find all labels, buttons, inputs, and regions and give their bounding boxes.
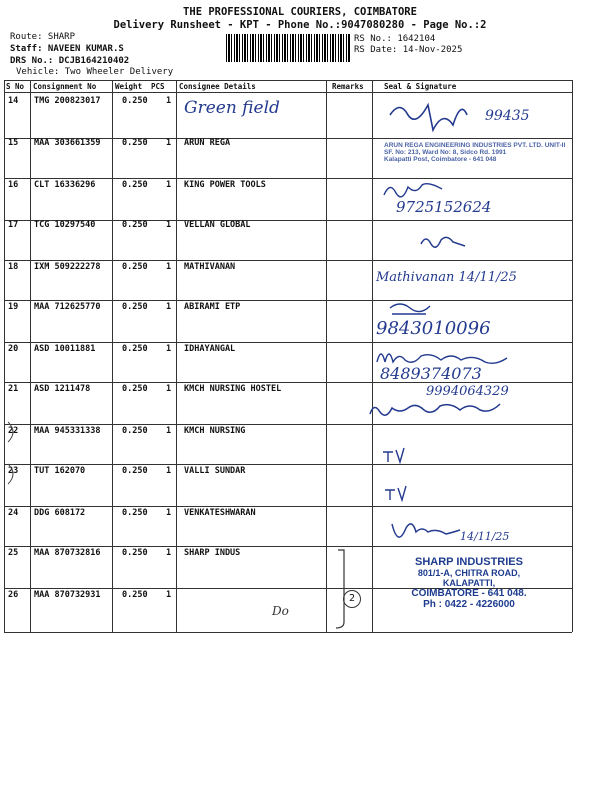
row-consignment: TCG 10297540 bbox=[34, 220, 96, 230]
bracket-mark bbox=[330, 548, 354, 630]
row-consignee: KMCH NURSING HOSTEL bbox=[184, 384, 282, 394]
row-weight: 0.250 bbox=[122, 466, 148, 476]
row-weight: 0.250 bbox=[122, 302, 148, 312]
row-pcs: 1 bbox=[166, 220, 172, 230]
row-sno: 24 bbox=[8, 508, 19, 518]
handwritten-phone-row19: 9843010096 bbox=[376, 318, 491, 339]
row-pcs: 1 bbox=[166, 466, 172, 476]
handwritten-ditto-row26: Do bbox=[272, 604, 289, 618]
row-pcs: 1 bbox=[166, 548, 172, 558]
signature-row23 bbox=[382, 484, 412, 504]
row-consignee: VALLI SUNDAR bbox=[184, 466, 246, 476]
row-consignee: KMCH NURSING bbox=[184, 426, 246, 436]
route-label: Route: SHARP bbox=[10, 32, 76, 42]
row-sno: 14 bbox=[8, 96, 19, 106]
row-pcs: 1 bbox=[166, 590, 172, 600]
stamp-line: ARUN REGA ENGINEERING INDUSTRIES PVT. LTD. UNIT-II bbox=[384, 142, 566, 149]
col-remarks: Remarks bbox=[332, 82, 364, 91]
row-consignment: ASD 10011881 bbox=[34, 344, 96, 354]
row-pcs: 1 bbox=[166, 138, 172, 148]
row-consignment: ASD 1211478 bbox=[34, 384, 91, 394]
margin-marks bbox=[4, 420, 22, 496]
row-weight: 0.250 bbox=[122, 220, 148, 230]
row-pcs: 1 bbox=[166, 302, 172, 312]
stamp-line: SF. No: 213, Ward No: 8, Sidco Rd. 1991 bbox=[384, 149, 507, 156]
row-sno: 20 bbox=[8, 344, 19, 354]
handwritten-phone-row20: 8489374073 bbox=[380, 364, 482, 383]
stamp-phone: Ph : 0422 - 4226000 bbox=[423, 599, 515, 610]
signature-row17 bbox=[418, 232, 468, 252]
rs-number: RS No.: 1642104 bbox=[354, 34, 436, 44]
barcode bbox=[226, 34, 350, 62]
row-sno: 25 bbox=[8, 548, 19, 558]
stamp-company-name: SHARP INDUSTRIES bbox=[415, 556, 523, 568]
company-title: THE PROFESSIONAL COURIERS, COIMBATORE bbox=[183, 6, 417, 18]
handwritten-number-row14: 99435 bbox=[485, 108, 530, 124]
row-consignee: SHARP INDUS bbox=[184, 548, 241, 558]
row-consignment: IXM 509222278 bbox=[34, 262, 101, 272]
row-weight: 0.250 bbox=[122, 344, 148, 354]
stamp-sharp-industries bbox=[394, 556, 544, 610]
runsheet-subtitle: Delivery Runsheet - KPT - Phone No.:9047080280 - Page No.:2 bbox=[113, 19, 487, 31]
drs-label: DRS No.: DCJB164210402 bbox=[10, 56, 130, 66]
col-pcs: PCS bbox=[151, 82, 165, 91]
row-consignment: MAA 870732816 bbox=[34, 548, 101, 558]
row-sno: 16 bbox=[8, 180, 19, 190]
row-weight: 0.250 bbox=[122, 138, 148, 148]
row-consignee: ABIRAMI ETP bbox=[184, 302, 241, 312]
row-weight: 0.250 bbox=[122, 590, 148, 600]
handwritten-phone-row16: 9725152624 bbox=[396, 198, 492, 216]
row-consignee: ARUN REGA bbox=[184, 138, 231, 148]
signature-row20 bbox=[374, 346, 554, 366]
handwritten-signature-row18: Mathivanan 14/11/25 bbox=[376, 270, 517, 285]
row-consignee: MATHIVANAN bbox=[184, 262, 236, 272]
row-sno: 17 bbox=[8, 220, 19, 230]
row-consignment: CLT 16336296 bbox=[34, 180, 96, 190]
row-pcs: 1 bbox=[166, 508, 172, 518]
handwritten-date-row24: 14/11/25 bbox=[460, 530, 510, 543]
row-consignment: MAA 303661359 bbox=[34, 138, 101, 148]
row-sno: 22 bbox=[8, 426, 19, 436]
signature-row24 bbox=[386, 514, 466, 554]
col-weight: Weight bbox=[115, 82, 143, 91]
circled-number-mark: 2 bbox=[343, 590, 361, 608]
row-weight: 0.250 bbox=[122, 508, 148, 518]
col-consignee: Consignee Details bbox=[179, 82, 256, 91]
row-sno: 15 bbox=[8, 138, 19, 148]
row-sno: 26 bbox=[8, 590, 19, 600]
stamp-address-line: 801/1-A, CHITRA ROAD, bbox=[417, 568, 521, 578]
row-pcs: 1 bbox=[166, 96, 172, 106]
row-sno: 23 bbox=[8, 466, 19, 476]
row-pcs: 1 bbox=[166, 384, 172, 394]
staff-label: Staff: NAVEEN KUMAR.S bbox=[10, 44, 124, 54]
stamp-line: Kalapatti Post, Coimbatore - 641 048 bbox=[384, 156, 497, 163]
row-consignment: DDG 608172 bbox=[34, 508, 86, 518]
signature-row21 bbox=[366, 398, 516, 420]
row-weight: 0.250 bbox=[122, 384, 148, 394]
row-pcs: 1 bbox=[166, 426, 172, 436]
row-pcs: 1 bbox=[166, 344, 172, 354]
row-sno: 21 bbox=[8, 384, 19, 394]
handwritten-phone-row21: 9994064329 bbox=[426, 384, 509, 399]
col-seal-signature: Seal & Signature bbox=[384, 82, 457, 91]
stamp-address-line: KALAPATTI, bbox=[442, 578, 496, 588]
row-consignment: MAA 945331338 bbox=[34, 426, 101, 436]
row-weight: 0.250 bbox=[122, 180, 148, 190]
row-consignee: KING POWER TOOLS bbox=[184, 180, 266, 190]
row-consignment: TMG 200823017 bbox=[34, 96, 101, 106]
row-pcs: 1 bbox=[166, 262, 172, 272]
signature-row16 bbox=[380, 180, 450, 200]
row-sno: 18 bbox=[8, 262, 19, 272]
row-consignment: TUT 162070 bbox=[34, 466, 86, 476]
row-consignment: MAA 712625770 bbox=[34, 302, 101, 312]
rs-date: RS Date: 14-Nov-2025 bbox=[354, 45, 463, 55]
row-weight: 0.250 bbox=[122, 262, 148, 272]
col-sno: S No bbox=[6, 82, 25, 91]
row-weight: 0.250 bbox=[122, 96, 148, 106]
vehicle-label: Vehicle: Two Wheeler Delivery bbox=[16, 67, 174, 77]
row-consignee: IDHAYANGAL bbox=[184, 344, 236, 354]
row-sno: 19 bbox=[8, 302, 19, 312]
col-consignment: Consignment No bbox=[33, 82, 97, 91]
row-consignee: VELLAN GLOBAL bbox=[184, 220, 251, 230]
stamp-address-line: COIMBATORE - 641 048. bbox=[411, 588, 527, 599]
signature-row19 bbox=[386, 300, 436, 320]
row-weight: 0.250 bbox=[122, 548, 148, 558]
row-consignee: VENKATESHWARAN bbox=[184, 508, 256, 518]
handwritten-consignee-greenfield: Green field bbox=[184, 98, 280, 118]
row-consignment: MAA 870732931 bbox=[34, 590, 101, 600]
stamp-arun-rega bbox=[384, 142, 574, 163]
row-pcs: 1 bbox=[166, 180, 172, 190]
signature-row22 bbox=[380, 446, 410, 466]
row-weight: 0.250 bbox=[122, 426, 148, 436]
